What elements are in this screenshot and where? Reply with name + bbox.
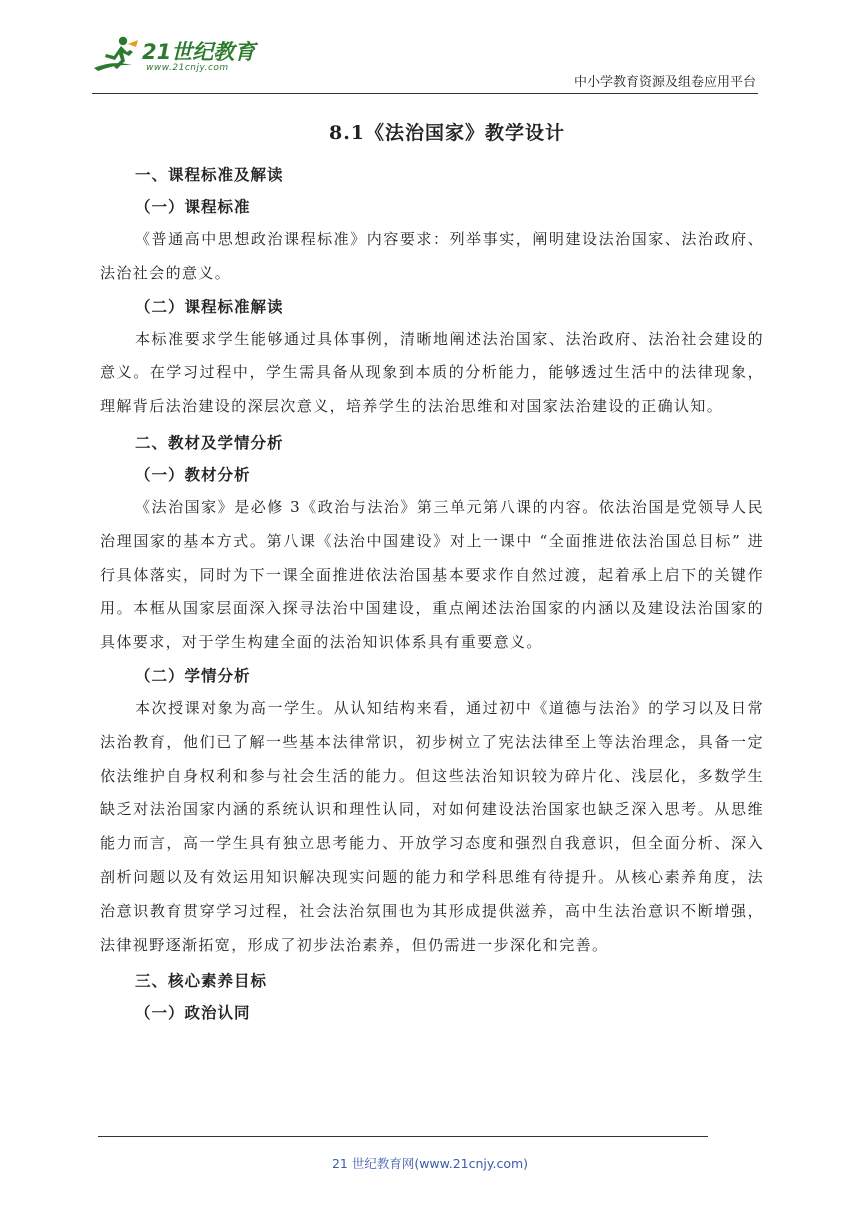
paragraph: 本次授课对象为高一学生。从认知结构来看，通过初中《道德与法治》的学习以及日常法治教育，他们已了解一些基本法律常识，初步树立了宪法法律至上等法治理念，具备一定依法维护自身权利和参与社会生活的能力。但这些法治知识较为碎片化、浅层化，多数学生缺乏对法治国家内涵的系统认识和理性认同，对如何建设法治国家也缺乏深入思考。从思维能力而言，高一学生具有独立思考能力、开放学习态度和强烈自我意识，但全面分析、深入剖析问题以及有效运用知识解决现实问题的能力和学科思维有待提升。从核心素养角度，法治意识教育贯穿学习过程，社会法治氛围也为其形成提供滋养，高中生法治意识不断增强，法律视野逐渐拓宽，形成了初步法治素养，但仍需进一步深化和完善。 [100, 698, 764, 954]
footer-link[interactable]: 21 世纪教育网(www.21cnjy.com) [331, 1156, 529, 1171]
paragraph: 《普通高中思想政治课程标准》内容要求：列举事实，阐明建设法治国家、法治政府、法治社会的意义。 [100, 230, 764, 282]
document-title: 8.1《法治国家》教学设计 [328, 122, 566, 144]
document-body [100, 118, 764, 1029]
platform-name: 中小学教育资源及组卷应用平台 [573, 75, 756, 90]
site-logo[interactable] [92, 34, 262, 78]
paragraph: 《法治国家》是必修 3《政治与法治》第三单元第八课的内容。依法治国是党领导人民治理国家的基本方式。第八课《法治中国建设》对上一课中 “全面推进依法治国总目标” 进行具体落实，同时为下一课全面推进依法治国基本要求作自然过渡，起着承上启下的关键作用。本框从国家层面深入探寻法治中国建设，重点阐述法治国家的内涵以及建设法治国家的具体要求，对于学生构建全面的法治知识体系具有重要意义。 [100, 497, 764, 652]
subsection-heading: （一）教材分析 [135, 464, 251, 484]
footer-divider [98, 1136, 708, 1137]
runner-logo-icon [92, 34, 144, 78]
paragraph: 本标准要求学生能够通过具体事例，清晰地阐述法治国家、法治政府、法治社会建设的意义。在学习过程中，学生需具备从现象到本质的分析能力，能够透过生活中的法律现象，理解背后法治建设的深层次意义，培养学生的法治思维和对国家法治建设的正确认知。 [100, 329, 764, 416]
header-divider [92, 93, 758, 94]
logo-url: www.21cnjy.com [146, 63, 229, 73]
subsection-heading: （一）政治认同 [135, 1003, 251, 1023]
logo-text: 21世纪教育 [142, 40, 256, 64]
subsection-heading: （一）课程标准 [135, 197, 251, 216]
subsection-heading: （二）学情分析 [135, 665, 251, 685]
section-heading: 三、核心素养目标 [135, 971, 268, 991]
section-heading: 二、教材及学情分析 [135, 432, 284, 452]
subsection-heading: （二）课程标准解读 [135, 296, 284, 316]
page-header [0, 0, 860, 100]
section-heading: 一、课程标准及解读 [135, 165, 284, 184]
